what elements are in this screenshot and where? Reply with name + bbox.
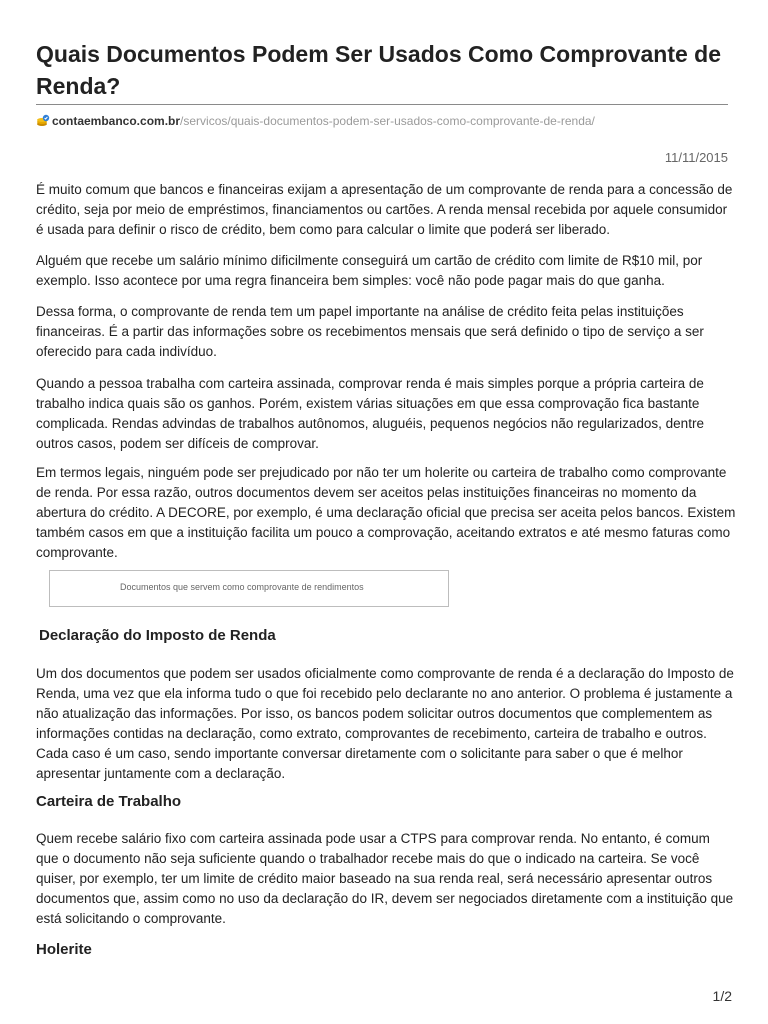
publication-date: 11/11/2015 <box>664 150 728 165</box>
image-caption: Documentos que servem como comprovante de rendimentos <box>120 582 364 592</box>
source-path-link[interactable]: /servicos/quais-documentos-podem-ser-usados-como-comprovante-de-renda/ <box>180 114 595 128</box>
section-text-imposto-de-renda: Um dos documentos que podem ser usados oficialmente como comprovante de renda é a declaração do Imposto de Renda, uma vez que ela informa tudo o que foi recebido pelo declarante no ano anterior. O problema é justamente a não atualização das informações. Por isso, os bancos podem solicitar outros documentos que complementem as informações contidas na declaração, como extrato, comprovantes de recebimento, carteira de trabalho e outros. Cada caso é um caso, sendo importante conversar diretamente com o solicitante para saber o que é melhor apresentar juntamente com a declaração. <box>36 666 734 781</box>
paragraph-signed-card: Quando a pessoa trabalha com carteira assinada, comprovar renda é mais simples porque a própria carteira de trabalho indica quais são os ganhos. Porém, existem várias situações em que essa comprovação fica bastante complicada. Rendas advindas de trabalhos autônomos, aluguéis, pequenos negócios não regularizados, dentre outros casos, podem ser difíceis de comprovar. <box>36 376 704 451</box>
paragraph-salary-example: Alguém que recebe um salário mínimo dificilmente conseguirá um cartão de crédito com limite de R$10 mil, por exemplo. Isso acontece por uma regra financeira bem simples: você não pode pagar mais do que ganha. <box>36 253 703 288</box>
source-domain-link[interactable]: contaembanco.com.br <box>52 114 181 128</box>
image-placeholder <box>49 570 449 607</box>
site-logo-icon <box>36 114 50 131</box>
section-heading-holerite: Holerite <box>36 941 92 958</box>
page-number: 1/2 <box>712 988 732 1004</box>
section-heading-carteira-de-trabalho: Carteira de Trabalho <box>36 793 182 810</box>
paragraph-intro: É muito comum que bancos e financeiras exijam a apresentação de um comprovante de renda para a concessão de crédito, seja por meio de empréstimos, financiamentos ou cartões. A renda mensal recebida por aquele consumidor é usada para definir o risco de crédito, bem como para calcular o limite que poderá ser liberado. <box>36 182 733 237</box>
section-heading-imposto-de-renda: Declaração do Imposto de Renda <box>39 627 276 644</box>
section-text-carteira-de-trabalho: Quem recebe salário fixo com carteira assinada pode usar a CTPS para comprovar renda. No entanto, é comum que o documento não seja suficiente quando o trabalhador recebe mais do que o indicado na carteira. Se você quiser, por exemplo, ter um limite de crédito maior baseado na sua renda real, será necessário apresentar outros documentos que, assim como no uso da declaração do IR, devem ser negociados diretamente com a instituição que está solicitando o comprovante. <box>36 831 734 926</box>
paragraph-credit-analysis: Dessa forma, o comprovante de renda tem um papel importante na análise de crédito feita pelas instituições financeiras. É a partir das informações sobre os recebimentos mensais que será definido o tipo de serviço a ser oferecido para cada indivíduo. <box>36 304 704 359</box>
paragraph-legal-terms: Em termos legais, ninguém pode ser prejudicado por não ter um holerite ou carteira de trabalho como comprovante de renda. Por essa razão, outros documentos devem ser aceitos pelas instituições financeiras no momento da abertura do crédito. A DECORE, por exemplo, é uma declaração oficial que precisa ser aceita pelos bancos. Existem também casos em que a instituição facilita um pouco a comprovação, aceitando extratos e até mesmo faturas como comprovante. <box>36 465 736 560</box>
article-title: Quais Documentos Podem Ser Usados Como Comprovante de Renda? <box>36 41 722 99</box>
title-divider <box>36 104 728 105</box>
source-line <box>36 113 736 131</box>
